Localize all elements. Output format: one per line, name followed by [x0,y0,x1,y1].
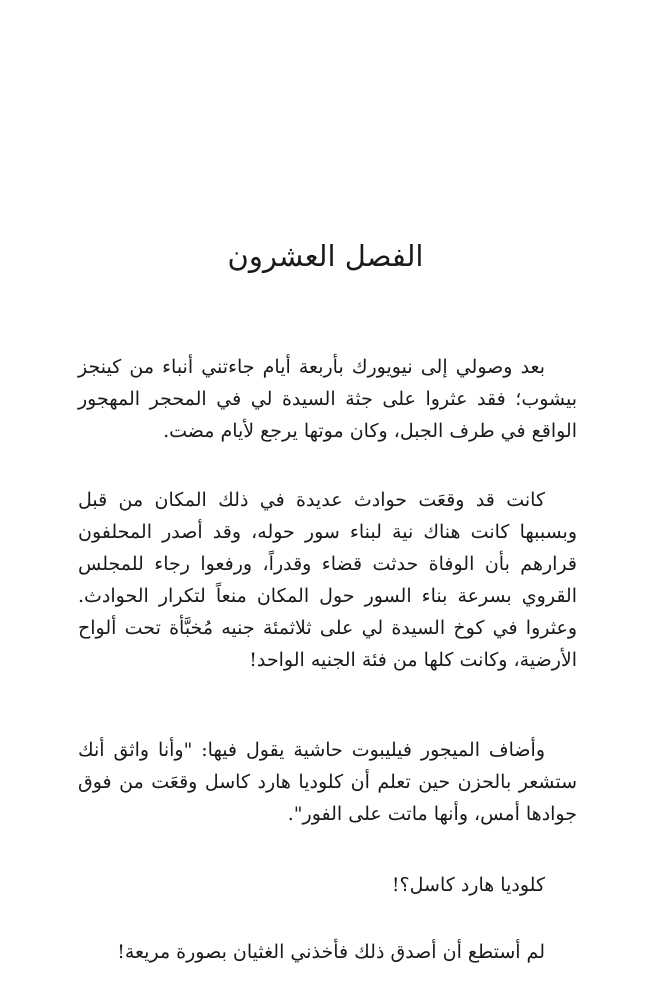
chapter-title: الفصل العشرون [227,239,424,273]
paragraph-4: كلوديا هارد كاسل؟! [391,874,545,896]
paragraph-1: بعد وصولي إلى نيويورك بأربعة أيام جاءتني أنباء من كينجز بيشوب؛ فقد عثروا على جثة السيدة لي في المحجر المهجور الواقع في طرف الجبل، وكان موتها يرجع لأيام مضت. [78,356,577,442]
paragraph-2: كانت قد وقعَت حوادث عديدة في ذلك المكان من قبل وبسببها كانت هناك نية لبناء سور حوله، وقد أصدر المحلفون قرارهم بأن الوفاة حدثت قضاء وقدراً، ورفعوا رجاء للمجلس القروي بسرعة بناء السور حول المكان منعاً لتكرار الحوادث. وعثروا في كوخ السيدة لي على ثلاثمئة جنيه مُخبَّأة تحت ألواح الأرضية، وكانت كلها من فئة الجنيه الواحد! [78,489,577,671]
paragraph-3: وأضاف الميجور فيليبوت حاشية يقول فيها: "وأنا واثق أنك ستشعر بالحزن حين تعلم أن كلوديا هارد كاسل وقعَت من فوق جوادها أمس، وأنها ماتت على الفور". [78,739,577,825]
paragraph-5: لم أستطع أن أصدق ذلك فأخذني الغثيان بصورة مريعة! [117,941,545,963]
